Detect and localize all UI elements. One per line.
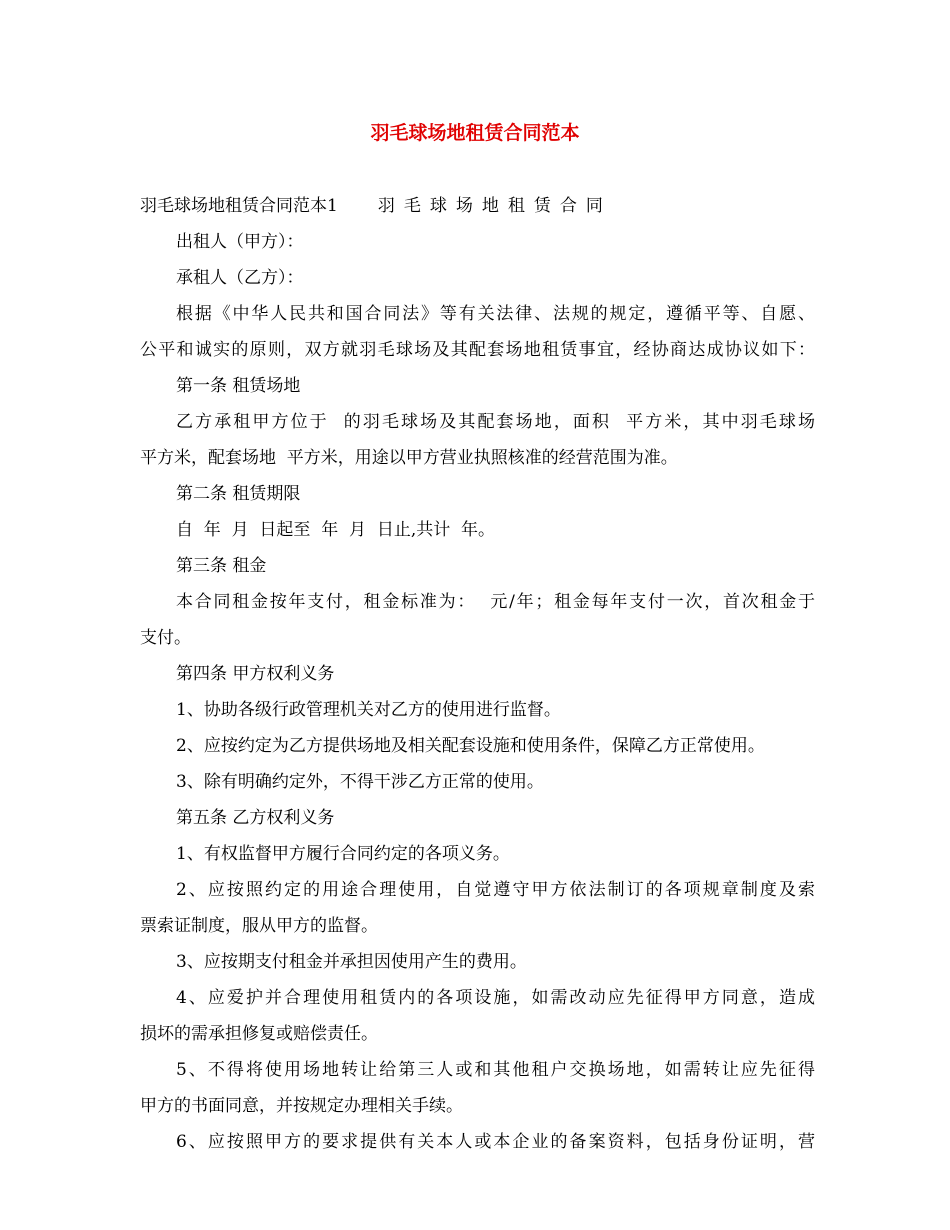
heading-left: 羽毛球场地租赁合同范本1 (140, 196, 338, 216)
section-heading: 第二条 租赁期限 (176, 484, 301, 504)
heading-right: 羽毛球场地租赁合同 (377, 196, 612, 216)
body-line: 票索证制度，服从甲方的监督。 (140, 916, 378, 936)
document-body (140, 192, 815, 1164)
body-line: 1、有权监督甲方履行合同约定的各项义务。 (176, 844, 510, 864)
section-heading: 第四条 甲方权利义务 (176, 664, 335, 684)
body-line: 损坏的需承担修复或赔偿责任。 (140, 1024, 378, 1044)
body-line: 根据《中华人民共和国合同法》等有关法律、法规的规定，遵循平等、自愿、 (176, 304, 815, 324)
body-line: 3、除有明确约定外，不得干涉乙方正常的使用。 (176, 772, 544, 792)
body-line: 1、协助各级行政管理机关对乙方的使用进行监督。 (176, 700, 561, 720)
contract-heading (140, 192, 815, 228)
body-line: 本合同租金按年支付，租金标准为： 元/年；租金每年支付一次，首次租金于 (176, 592, 815, 612)
body-line: 2、应按约定为乙方提供场地及相关配套设施和使用条件，保障乙方正常使用。 (176, 736, 765, 756)
section-heading: 第三条 租金 (176, 556, 267, 576)
body-line: 6、应按照甲方的要求提供有关本人或本企业的备案资料，包括身份证明，营 (176, 1132, 815, 1152)
body-line: 公平和诚实的原则，双方就羽毛球场及其配套场地租赁事宜，经协商达成协议如下： (140, 340, 815, 360)
body-line: 3、应按期支付租金并承担因使用产生的费用。 (176, 952, 527, 972)
body-line: 4、应爱护并合理使用租赁内的各项设施，如需改动应先征得甲方同意，造成 (176, 988, 815, 1008)
document-title: 羽毛球场地租赁合同范本 (370, 122, 580, 144)
body-line: 2、应按照约定的用途合理使用，自觉遵守甲方依法制订的各项规章制度及索 (176, 880, 815, 900)
body-line: 出租人（甲方）： (176, 232, 304, 252)
body-line: 承租人（乙方）： (176, 268, 304, 288)
section-heading: 第一条 租赁场地 (176, 376, 301, 396)
body-line: 甲方的书面同意，并按规定办理相关手续。 (140, 1096, 463, 1116)
body-line: 支付。 (140, 628, 191, 648)
body-line: 乙方承租甲方位于 的羽毛球场及其配套场地，面积 平方米，其中羽毛球场 (176, 412, 815, 432)
body-line: 自 年 月 日起至 年 月 日止,共计 年。 (176, 520, 496, 540)
section-heading: 第五条 乙方权利义务 (176, 808, 335, 828)
body-line: 平方米，配套场地 平方米，用途以甲方营业执照核准的经营范围为准。 (140, 448, 678, 468)
body-line: 5、不得将使用场地转让给第三人或和其他租户交换场地，如需转让应先征得 (176, 1060, 815, 1080)
